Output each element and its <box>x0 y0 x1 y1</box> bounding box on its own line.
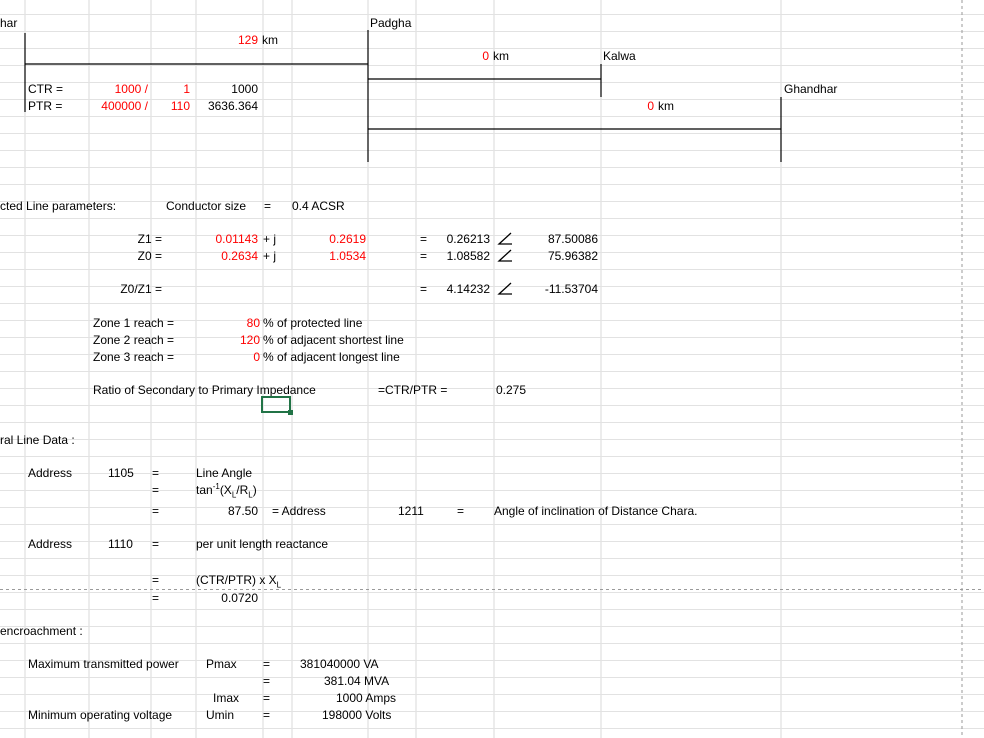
eq-2: = <box>152 483 160 497</box>
ptr-primary: 400000 / <box>101 99 148 113</box>
z0z1-label: Z0/Z1 = <box>120 282 162 296</box>
z1-magnitude: 0.26213 <box>446 232 490 246</box>
zone3-description: % of adjacent longest line <box>263 350 400 364</box>
eq-9: = <box>263 674 271 688</box>
tan-formula: $\tan^{-1}(X_L/R_L)$ <box>196 482 257 500</box>
z0-magnitude: 1.08582 <box>446 249 490 263</box>
z0z1-angle: -11.53704 <box>544 282 598 296</box>
eq-5: = <box>152 537 160 551</box>
zone2-value: 120 <box>239 333 260 347</box>
ctr-result: 1000 <box>231 82 258 96</box>
eq-3: = <box>152 504 160 518</box>
address-label-2: Address <box>28 537 73 551</box>
z0-reactance: 1.0534 <box>329 249 366 263</box>
conductor-size-label: Conductor size <box>166 199 247 213</box>
distance-1-unit: km <box>262 33 278 47</box>
z1-angle: 87.50086 <box>547 232 598 246</box>
ratio-secondary-primary-label: Ratio of Secondary to Primary Impedance <box>93 383 316 397</box>
per-unit-reactance-label: per unit length reactance <box>196 537 329 551</box>
eq-4: = <box>457 504 465 518</box>
umin-value: 198000 Volts <box>322 708 392 722</box>
station-kalwa-label: Kalwa <box>603 49 636 63</box>
z1-label: Z1 = <box>137 232 162 246</box>
z0-label: Z0 = <box>137 249 162 263</box>
address-1211: 1211 <box>398 504 424 518</box>
zone3-label: Zone 3 reach = <box>93 350 175 364</box>
general-line-data-heading: ral Line Data : <box>0 433 75 447</box>
imax-value: 1000 Amps <box>336 691 397 705</box>
station-left-label: har <box>0 16 18 30</box>
conductor-eq: = <box>264 199 272 213</box>
station-ghandhar-label: Ghandhar <box>784 82 838 96</box>
eq-6: = <box>152 573 160 587</box>
angle-inclination-description: Angle of inclination of Distance Chara. <box>494 504 698 518</box>
distance-3-value: 0 <box>647 99 654 113</box>
z1-reactance: 0.2619 <box>329 232 366 246</box>
angle-icon <box>497 249 513 263</box>
distance-1-value: 129 <box>237 33 258 47</box>
imax-symbol: Imax <box>213 691 240 705</box>
ctr-ptr-x-formula: (CTR/PTR) x $X_L$ <box>196 573 282 590</box>
zone1-value: 80 <box>246 316 260 330</box>
z0-plus-j: + j <box>263 249 277 263</box>
encroachment-heading: encroachment : <box>0 624 83 638</box>
conductor-size-value: 0.4 ACSR <box>292 199 345 213</box>
distance-3-unit: km <box>658 99 674 113</box>
address-1110: 1110 <box>108 537 133 551</box>
pmax-mva: 381.04 MVA <box>324 674 390 688</box>
pmax-symbol: Pmax <box>206 657 237 671</box>
distance-2-value: 0 <box>482 49 489 63</box>
pmax-label: Maximum transmitted power <box>28 657 179 671</box>
line-angle-value: 87.50 <box>227 504 258 518</box>
eq-address-label: = Address <box>272 504 326 518</box>
zone2-description: % of adjacent shortest line <box>263 333 404 347</box>
z1-plus-j: + j <box>263 232 277 246</box>
zone2-label: Zone 2 reach = <box>93 333 175 347</box>
eq-11: = <box>263 708 271 722</box>
z0z1-eq: = <box>420 282 428 296</box>
ratio-value: 0.275 <box>496 383 527 397</box>
pmax-va: 381040000 VA <box>300 657 379 671</box>
address-1105: 1105 <box>108 466 134 480</box>
eq-7: = <box>152 591 160 605</box>
angle-icon <box>497 232 513 246</box>
selected-cell[interactable] <box>261 396 291 413</box>
zone3-value: 0 <box>253 350 260 364</box>
eq-1: = <box>152 466 160 480</box>
umin-label: Minimum operating voltage <box>28 708 173 722</box>
z1-resistance: 0.01143 <box>215 232 258 246</box>
station-padgha-label: Padgha <box>370 16 412 30</box>
z0-resistance: 0.2634 <box>221 249 258 263</box>
reactance-value: 0.0720 <box>221 591 258 605</box>
fill-handle[interactable] <box>288 410 293 415</box>
ctr-label: CTR = <box>28 82 64 96</box>
z0-eq: = <box>420 249 428 263</box>
z0-angle: 75.96382 <box>547 249 598 263</box>
distance-2-unit: km <box>493 49 509 63</box>
ctr-secondary: 1 <box>183 82 190 96</box>
ptr-result: 3636.364 <box>207 99 258 113</box>
address-label-1: Address <box>28 466 73 480</box>
zone1-description: % of protected line <box>263 316 363 330</box>
z1-eq: = <box>420 232 428 246</box>
line-parameters-heading: cted Line parameters: <box>0 199 117 213</box>
line-angle-label: Line Angle <box>196 466 253 480</box>
eq-8: = <box>263 657 271 671</box>
z0z1-magnitude: 4.14232 <box>446 282 490 296</box>
zone1-label: Zone 1 reach = <box>93 316 175 330</box>
umin-symbol: Umin <box>206 708 235 722</box>
eq-10: = <box>263 691 271 705</box>
angle-icon <box>497 282 513 296</box>
ptr-label: PTR = <box>28 99 63 113</box>
ratio-formula: =CTR/PTR = <box>378 383 448 397</box>
ptr-secondary: 110 <box>170 99 190 113</box>
ctr-primary: 1000 / <box>114 82 148 96</box>
